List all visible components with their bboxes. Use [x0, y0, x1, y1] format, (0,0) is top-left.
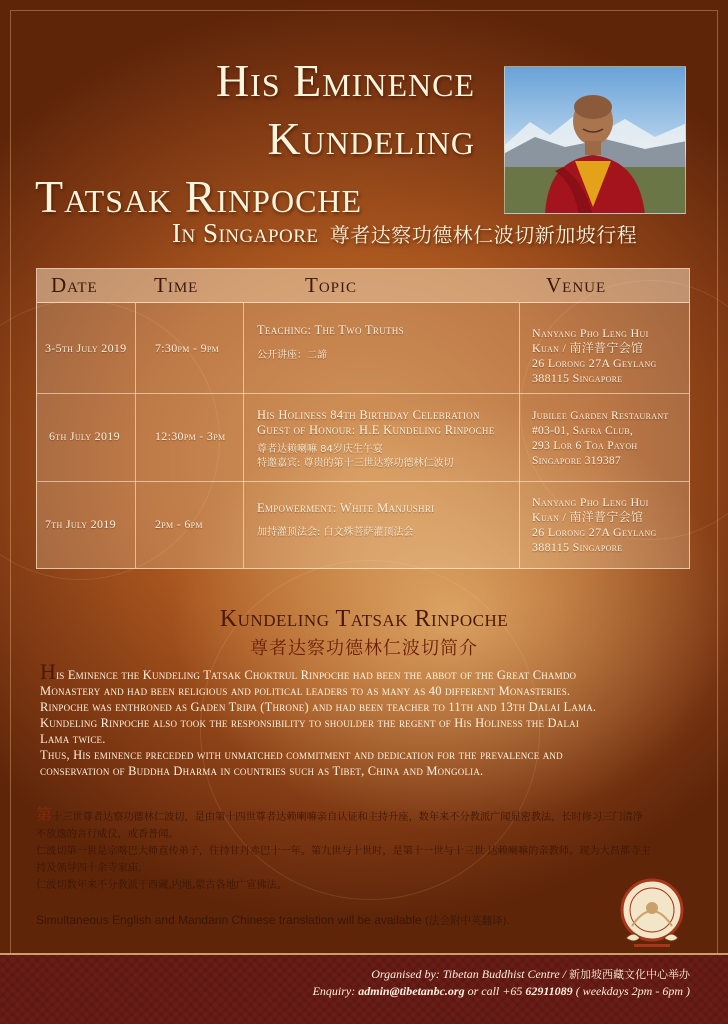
schedule-header-row — [37, 269, 689, 303]
enquiry-email-link[interactable]: admin@tibetanbc.org — [358, 984, 465, 998]
enquiry-phone[interactable]: 62911089 — [525, 984, 573, 998]
bio-english-text — [40, 659, 692, 779]
row-1-topic-en: Teaching: The Two Truths — [257, 323, 404, 337]
bio-cn-dropcap: 第 — [36, 805, 53, 824]
organiser-label: Organised by: Tibetan Buddhist Centre / — [371, 967, 566, 981]
bio-line: Kundeling Rinpoche also took the responsibility to shoulder the regent of His Holiness the Dalai — [40, 716, 580, 730]
rinpoche-portrait — [504, 66, 686, 214]
bio-line: Thus, His eminence preceded with unmatched commitment and dedication for the prevalence and — [40, 748, 563, 762]
bio-cn-line: 不放逸的言行威仪，戒香普闻。 — [36, 829, 179, 840]
translation-note-en: Simultaneous English and Mandarin Chinese translation will be available — [36, 913, 422, 927]
enquiry-line — [313, 984, 690, 999]
bio-line: conservation of Buddha Dharma in countries such as Tibet, China and Mongolia. — [40, 764, 484, 778]
venue-line: Kuan / 南洋普宁会馆 — [532, 341, 644, 355]
row-2-topic-cn — [257, 443, 454, 471]
logo-icon — [612, 876, 692, 954]
event-title — [30, 52, 475, 226]
column-header-venue: Venue — [546, 273, 607, 297]
schedule-table — [36, 268, 690, 569]
venue-line: Nanyang Pho Leng Hui — [532, 495, 649, 509]
enquiry-label: Enquiry: — [312, 984, 356, 998]
title-line-1: His Eminence — [215, 55, 475, 106]
row-3-date: 7th July 2019 — [45, 517, 116, 531]
translation-note-cn: (法会附中英翻译). — [424, 915, 510, 927]
bio-line: Lama twice. — [40, 732, 106, 746]
venue-line: 26 Lorong 27A Geylang — [532, 525, 657, 539]
venue-line: 26 Lorong 27A Geylang — [532, 356, 657, 370]
tibetan-buddhist-centre-logo — [612, 876, 692, 954]
row-3-time: 2pm - 6pm — [155, 517, 203, 531]
bio-dropcap: H — [40, 659, 57, 684]
topic-line: 特邀嘉宾: 尊贵的第十三世达察功德林仁波切 — [257, 458, 454, 469]
column-header-date: Date — [51, 273, 98, 297]
bio-heading: Kundeling Tatsak Rinpoche — [219, 606, 509, 632]
venue-line: #03-01, Safra Club, — [532, 425, 634, 437]
bio-cn-line: 仁波切数年来不分教派于西藏,内地,蒙古各地广宣佛法。 — [36, 880, 287, 891]
bio-chinese-text — [36, 806, 686, 894]
subtitle-cn: 尊者达察功德林仁波切新加坡行程 — [329, 223, 638, 247]
venue-line: Singapore 319387 — [532, 455, 622, 467]
venue-line: Jubilee Garden Restaurant — [532, 410, 669, 422]
subtitle-en: In Singapore — [172, 218, 319, 248]
bio-heading-cn: 尊者达察功德林仁波切简介 — [250, 638, 478, 659]
title-line-2: Kundeling — [267, 113, 475, 164]
row-2-venue — [532, 409, 669, 469]
bio-cn-line: 持及领导四十余寺家庙。 — [36, 863, 149, 874]
translation-note — [36, 913, 596, 928]
organiser-cn: 新加坡西藏文化中心举办 — [569, 968, 690, 981]
venue-line: 388115 Singapore — [532, 540, 623, 554]
office-hours: ( weekdays 2pm - 6pm ) — [575, 984, 690, 998]
row-1-date: 3-5th July 2019 — [45, 341, 127, 355]
bio-line: Monastery and had been religious and political leaders to as many as 40 different Monasteries. — [40, 684, 571, 698]
row-2-date: 6th July 2019 — [49, 429, 120, 443]
row-1-topic-cn: 公开讲座：二諦 — [257, 350, 327, 361]
row-1-time: 7:30pm - 9pm — [155, 341, 220, 355]
topic-line: 尊者达赖喇嘛 84岁庆生午宴 — [257, 444, 383, 455]
event-subtitle — [172, 218, 702, 249]
portrait-illustration — [505, 67, 686, 214]
venue-line: Nanyang Pho Leng Hui — [532, 326, 649, 340]
venue-line: 388115 Singapore — [532, 371, 623, 385]
bio-line: Rinpoche was enthroned as Gaden Tripa (Throne) and had been teacher to 11th and 13th Dalai Lama. — [40, 700, 597, 714]
row-3-topic-en: Empowerment: White Manjushri — [257, 501, 435, 515]
venue-line: Kuan / 南洋普宁会馆 — [532, 510, 644, 524]
topic-line: Guest of Honour: H.E Kundeling Rinpoche — [257, 423, 495, 437]
row-2-time: 12:30pm - 3pm — [155, 429, 226, 443]
row-3-venue — [532, 495, 657, 555]
bio-cn-line: 十三世尊者达察功德林仁波切，是由第十四世尊者达赖喇嘛亲自认证和主持升座，数年来不分教派广闻显密教法，长时修习三门清净 — [52, 812, 643, 823]
row-1-venue — [532, 326, 657, 386]
row-3-topic-cn: 加持灌顶法会: 白文殊菩萨灌顶法会 — [257, 527, 414, 538]
bio-line: is Eminence the Kundeling Tatsak Choktrul Rinpoche had been the abbot of the Great Chamdo — [56, 668, 577, 682]
organiser-line — [371, 966, 690, 982]
column-header-time: Time — [154, 273, 199, 297]
column-header-topic: Topic — [305, 273, 358, 297]
venue-line: 293 Lor 6 Toa Payoh — [532, 440, 638, 452]
title-line-3: Tatsak Rinpoche — [35, 171, 363, 222]
footer — [0, 953, 728, 1024]
or-call-text: or call +65 — [467, 984, 523, 998]
bio-cn-line: 仁波切第一世是宗喀巴大师直传弟子，住持甘丹赤巴十一年。第九世与十世时，是第十一世与十三世 达赖喇嘛的亲教师。现为大昌都寺主 — [36, 846, 651, 857]
row-2-topic-en — [257, 408, 495, 438]
topic-line: His Holiness 84th Birthday Celebration — [257, 408, 480, 422]
